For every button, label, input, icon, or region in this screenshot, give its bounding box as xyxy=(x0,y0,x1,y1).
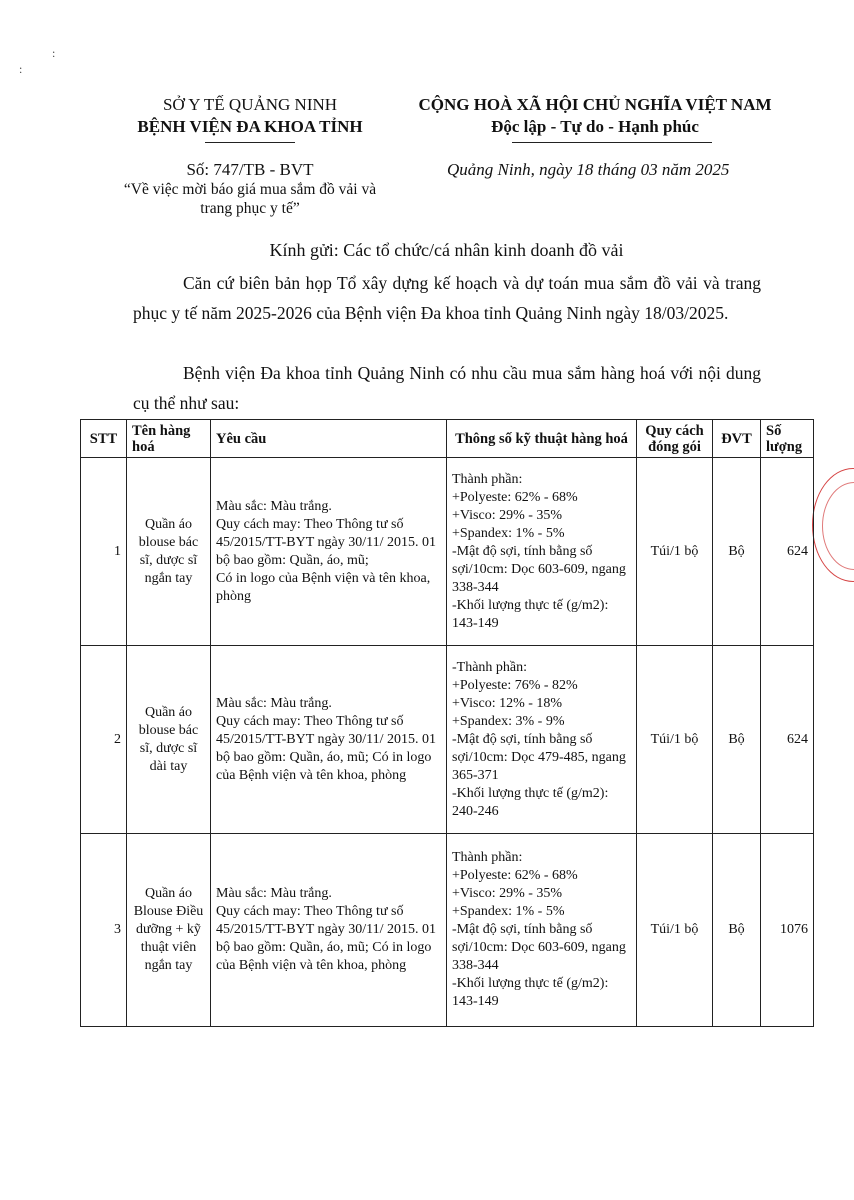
goods-table xyxy=(80,419,814,1027)
cell-specs: Thành phần: +Polyeste: 62% - 68% +Visco: 29% - 35% +Spandex: 1% - 5% -Mật độ sợi, tính bằng số sợi/10cm: Dọc 603-609, ngang 338-344 -Khối lượng thực tế (g/m2): 143-149 xyxy=(447,458,637,646)
cell-requirements: Màu sắc: Màu trắng. Quy cách may: Theo Thông tư số 45/2015/TT-BYT ngày 30/11/ 2015. 01 bộ bao gồm: Quần, áo, mũ; Có in logo của Bệnh viện và tên khoa, phòng xyxy=(211,834,447,1027)
cell-stt: 1 xyxy=(81,458,127,646)
header-name: Tên hàng hoá xyxy=(127,420,211,458)
header-right-underline xyxy=(512,142,712,143)
cell-stt: 3 xyxy=(81,834,127,1027)
cell-requirements: Màu sắc: Màu trắng. Quy cách may: Theo Thông tư số 45/2015/TT-BYT ngày 30/11/ 2015. 01 bộ bao gồm: Quần, áo, mũ; Có in logo của Bệnh viện và tên khoa, phòng xyxy=(211,458,447,646)
header-stt: STT xyxy=(81,420,127,458)
doc-date: Quảng Ninh, ngày 18 tháng 03 năm 2025 xyxy=(447,160,730,179)
cell-quantity: 1076 xyxy=(761,834,814,1027)
header-right xyxy=(395,94,795,138)
table-row xyxy=(81,646,814,834)
cell-stt: 2 xyxy=(81,646,127,834)
national-title: CỘNG HOÀ XÃ HỘI CHỦ NGHĨA VIỆT NAM xyxy=(418,95,772,114)
doc-subject-line1: “Về việc mời báo giá mua sắm đồ vải và xyxy=(123,181,377,198)
paragraph-basis: Căn cứ biên bản họp Tổ xây dựng kế hoạch và dự toán mua sắm đồ vải và trang phục y tế năm 2025-2026 của Bệnh viện Đa khoa tỉnh Quảng Ninh ngày 18/03/2025. xyxy=(133,273,761,323)
issuer-hospital: BỆNH VIỆN ĐA KHOA TỈNH xyxy=(137,117,363,136)
cell-packaging: Túi/1 bộ xyxy=(637,458,713,646)
header-packaging: Quy cách đóng gói xyxy=(637,420,713,458)
doc-number: Số: 747/TB - BVT xyxy=(186,160,314,179)
scan-speck: : xyxy=(19,62,23,76)
cell-quantity: 624 xyxy=(761,646,814,834)
cell-quantity: 624 xyxy=(761,458,814,646)
table-header-row xyxy=(81,420,814,458)
doc-subject-line2: trang phục y tế” xyxy=(200,200,300,217)
cell-unit: Bộ xyxy=(713,834,761,1027)
issuer-department: SỞ Y TẾ QUẢNG NINH xyxy=(162,95,338,114)
header-requirements: Yêu cầu xyxy=(211,420,447,458)
cell-requirements: Màu sắc: Màu trắng. Quy cách may: Theo Thông tư số 45/2015/TT-BYT ngày 30/11/ 2015. 01 bộ bao gồm: Quần, áo, mũ; Có in logo của Bệnh viện và tên khoa, phòng xyxy=(211,646,447,834)
cell-unit: Bộ xyxy=(713,458,761,646)
header-quantity: Số lượng xyxy=(761,420,814,458)
cell-packaging: Túi/1 bộ xyxy=(637,834,713,1027)
cell-packaging: Túi/1 bộ xyxy=(637,646,713,834)
cell-specs: Thành phần: +Polyeste: 62% - 68% +Visco: 29% - 35% +Spandex: 1% - 5% -Mật độ sợi, tính bằng số sợi/10cm: Dọc 603-609, ngang 338-344 -Khối lượng thực tế (g/m2): 143-149 xyxy=(447,834,637,1027)
cell-unit: Bộ xyxy=(713,646,761,834)
header-left-underline xyxy=(205,142,295,143)
header-specs: Thông số kỹ thuật hàng hoá xyxy=(447,420,637,458)
cell-name: Quần áo blouse bác sĩ, dược sĩ ngắn tay xyxy=(127,458,211,646)
greeting: Kính gửi: Các tổ chức/cá nhân kinh doanh đồ vải xyxy=(269,240,624,260)
cell-name: Quần áo blouse bác sĩ, dược sĩ dài tay xyxy=(127,646,211,834)
table-row xyxy=(81,458,814,646)
table-row xyxy=(81,834,814,1027)
cell-name: Quần áo Blouse Điều dưỡng + kỹ thuật viên ngắn tay xyxy=(127,834,211,1027)
header-unit: ĐVT xyxy=(713,420,761,458)
doc-meta xyxy=(100,160,400,218)
cell-specs: -Thành phần: +Polyeste: 76% - 82% +Visco: 12% - 18% +Spandex: 3% - 9% -Mật độ sợi, tính bằng số sợi/10cm: Dọc 479-485, ngang 365-371 -Khối lượng thực tế (g/m2): 240-246 xyxy=(447,646,637,834)
header-left xyxy=(100,94,400,138)
paragraph-request: Bệnh viện Đa khoa tỉnh Quảng Ninh có nhu cầu mua sắm hàng hoá với nội dung cụ thể như sau: xyxy=(133,363,761,413)
national-motto: Độc lập - Tự do - Hạnh phúc xyxy=(491,117,699,136)
scan-speck: : xyxy=(52,46,56,60)
